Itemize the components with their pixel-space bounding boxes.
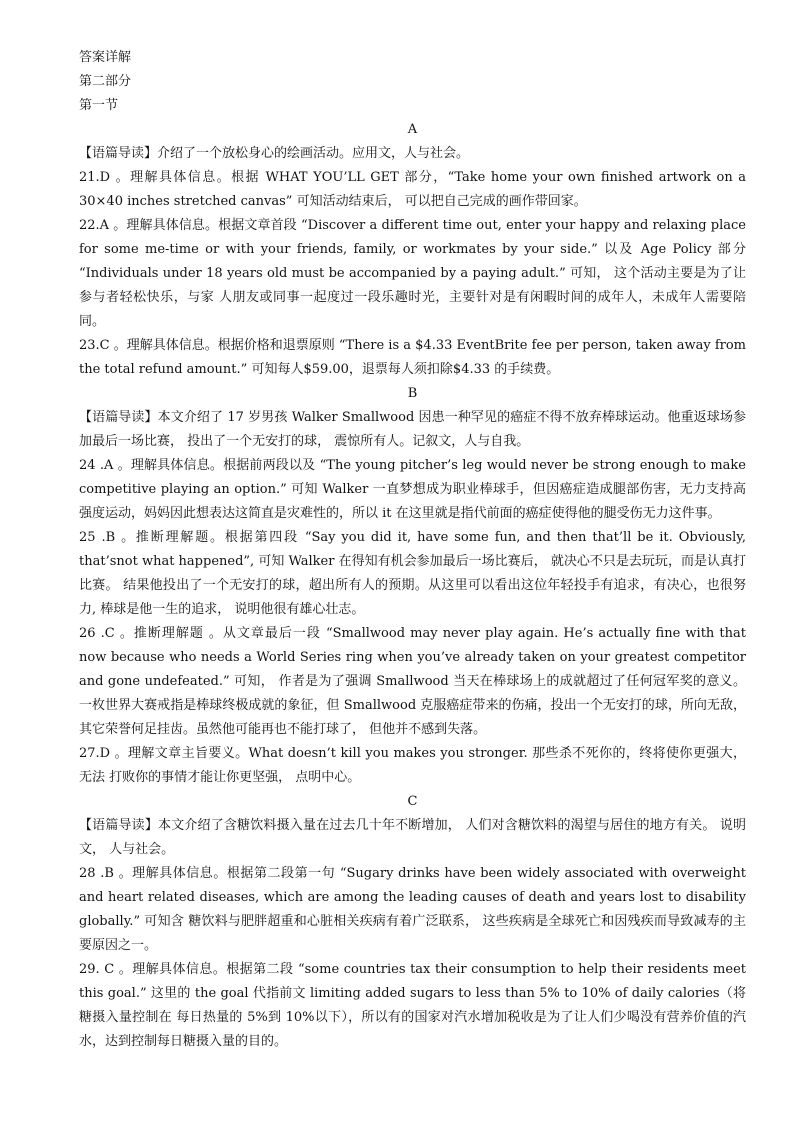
answer-22: 22.A 。理解具体信息。根据文章首段 “Discover a different time out, enter your happy and relaxing place for some me-time or with your friends, family, or workmates by your side.” 以及 Age Policy 部分 “Individuals under 18 years old must be accompanied by a paying adult.” 可知， 这个活动主要是为了让参与者轻松快乐，与家 人朋友或同事一起度过一段乐趣时光，主要针对是有闲暇时间的成年人，未成年人需要陪同。 [79,218,746,329]
answer-24: 24 .A 。理解具体信息。根据前两段以及 “The young pitcher’s leg would never be strong enough to make competitive playing an option.” 可知 Walker 一直梦想成为职业棒球手，但因癌症造成腿部伤害，无力支持高强度运动，妈妈因此想表达这简直是灾难性的，所以 it 在这里就是指代前面的癌症使得他的腿受伤无力这件事。 [79,458,746,521]
answer-27: 27.D 。理解文章主旨要义。What doesn’t kill you makes you stronger. 那些杀不死你的，终将使你更强大，无法 打败你的事情才能让你更坚强， 点明中心。 [79,746,746,785]
passage-letter-b: B [407,386,418,401]
answer-26: 26 .C 。推断理解题 。从文章最后一段 “Smallwood may never play again. He’s actually fine with that now because who needs a World Series ring when you’ve already taken on your greatest competitor and gone undefeated.” 可知， 作者是为了强调 Smallwood 当天在棒球场上的成就超过了任何冠军奖的意义。一枚世界大赛戒指是棒球终极成就的象征，但 Smallwood 克服癌症带来的伤痛，投出一个无安打的球，所向无敌， 其它荣誉何足挂齿。虽然他可能再也不能打球了， 但他并不感到失落。 [79,626,746,737]
passage-c-intro: 【语篇导读】本文介绍了含糖饮料摄入量在过去几十年不断增加， 人们对含糖饮料的渴望与居住的地方有关。 说明文， 人与社会。 [79,818,746,857]
passage-b-intro: 【语篇导读】本文介绍了 17 岁男孩 Walker Smallwood 因患一种罕见的癌症不得不放弃棒球运动。他重返球场参加最后一场比赛， 投出了一个无安打的球， 震惊所有人。记叙文，人与自我。 [79,410,746,449]
answer-28: 28 .B 。理解具体信息。根据第二段第一句 “Sugary drinks have been widely associated with overweight and heart related diseases, which are among the leading causes of death and years lost to disability globally.” 可知含 糖饮料与肥胖超重和心脏相关疾病有着广泛联系， 这些疾病是全球死亡和因残疾而导致减寿的主要原因之一。 [79,866,746,953]
answer-23: 23.C 。理解具体信息。根据价格和退票原则 “There is a $4.33 EventBrite fee per person, taken away from the total refund amount.” 可知每人$59.00，退票每人须扣除$4.33 的手续费。 [79,338,746,377]
section-heading: 第一节 [79,98,119,113]
passage-letter-a: A [407,122,418,137]
part-heading: 第二部分 [79,74,132,89]
answer-21: 21.D 。理解具体信息。根据 WHAT YOU’LL GET 部分，“Take home your own finished artwork on a 30×40 inches stretched canvas” 可知活动结束后， 可以把自己完成的画作带回家。 [79,170,746,209]
passage-a-intro: 【语篇导读】介绍了一个放松身心的绘画活动。应用文，人与社会。 [79,146,470,161]
answer-25: 25 .B 。推断理解题。根据第四段 “Say you did it, have some fun, and then that’ll be it. Obviously, that’snot what happened”, 可知 Walker 在得知有机会参加最后一场比赛后， 就决心不只是去玩玩，而是认真打比赛。 结果他投出了一个无安打的球，超出所有人的预期。从这里可以看出这位年轻投手有追求，有决心，也很努力, 棒球是他一生的追求， 说明他很有雄心壮志。 [79,530,746,617]
passage-letter-c: C [407,794,418,809]
doc-title: 答案详解 [79,50,132,65]
answer-29: 29. C 。理解具体信息。根据第二段 “some countries tax their consumption to help their residents meet this goal.” 这里的 the goal 代指前文 limiting added sugars to less than 5% to 10% of daily calories（将糖摄入量控制在 每日热量的 5%到 10%以下），所以有的国家对汽水增加税收是为了让人们少喝没有营养价值的汽水，达到控制每日糖摄入量的目的。 [79,962,746,1049]
